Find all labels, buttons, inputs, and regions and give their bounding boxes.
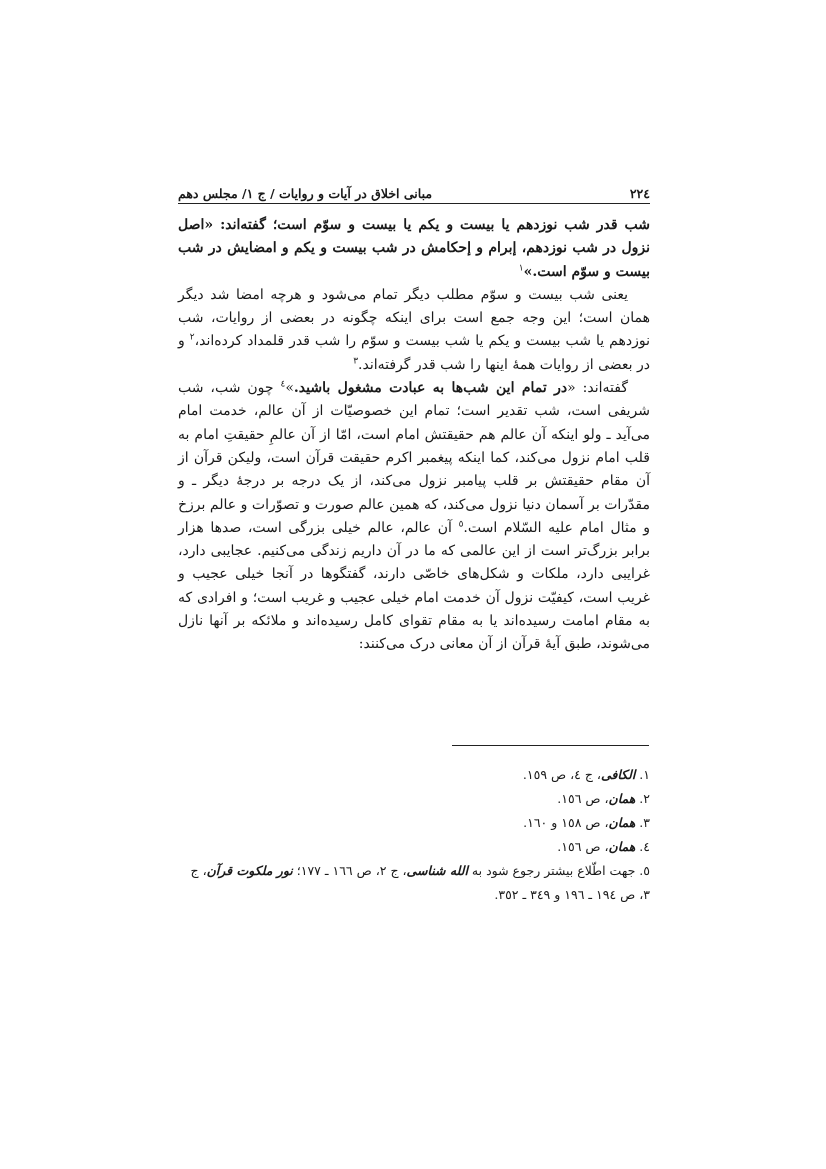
footnote-number: ٢. (635, 791, 650, 806)
footnote-text: ، ص ١٥٦. (557, 791, 609, 806)
paragraph-text: آن عالم، عالم خیلی بزرگی است، صدها هزار برابر بزرگ‌تر است از این عالمی که ما در آن داریم زندگی می‌کنیم. عجایبی دارد، غرایبی دارد، ملکات و شکل‌های خاصّی دارند، گفتگوها در آنجا خیلی عجیب و غریب است، کیفیّت نزول آن خدمت امام خیلی عجیب و غریب است؛ و افرادی که به مقام امامت رسیده‌اند یا به مقام تقوای کامل رسیده‌اند و ملائکه بر آنها نازل می‌شوند، طبق آیهٔ قرآن از آن معانی درک می‌کنند: (178, 519, 651, 653)
paragraph-text: و در بعضی از روایات همهٔ اینها را شب قدر گرفته‌اند. (178, 333, 650, 373)
footnote-item (178, 811, 650, 835)
paragraph-text: » (285, 380, 294, 397)
footnote-source: همان (608, 791, 636, 806)
paragraph-1 (178, 214, 650, 284)
footnote-text: ، ص ١٥٦. (557, 839, 609, 854)
footnote-ref[interactable]: ٤ (280, 379, 286, 390)
footnote-ref[interactable]: ٥ (458, 519, 464, 530)
paragraph-text: چون شب، شب شریفی است، شب تقدیر است؛ تمام این خصوصیّات از آن عالم، خدمت امام می‌آید ـ ولو اینکه آن عالم هم حقیقتش امام است، امّا از آن عالمِ حقیقتِ امام به قلب امام نزول می‌کند، کما اینکه پیغمبر اکرم حقیقت قرآن است، ولیکن قرآن از آن مقام حقیقتش بر قلب پیامبر نزول می‌کند، از یک درجه بر درجهٔ دیگر ـ و مقدّرات بر آسمان دنیا نزول می‌کند، که همین عالم صورت و تصوّرات و عالم برزخ و مثال امام علیه السّلام است. (178, 380, 651, 536)
footnote-text: ، ج ٣، ص ١٩٤ ـ ١٩٦ و ٣٤٩ ـ ٣٥٢. (190, 863, 650, 902)
main-text (178, 214, 650, 657)
footnote-item (178, 787, 650, 811)
footnote-text: ، ج ٢، ص ١٦٦ ـ ١٧٧؛ (292, 863, 407, 878)
footnote-number: ٤. (635, 839, 650, 854)
footnote-source: الکافی (600, 767, 636, 782)
footnote-ref[interactable]: ٢ (189, 332, 195, 343)
footnote-rule (452, 745, 649, 746)
footnote-ref[interactable]: ١ (518, 262, 524, 273)
footnote-item (178, 763, 650, 787)
footnotes (178, 763, 650, 907)
paragraph-text: گفته‌اند: « (567, 380, 628, 397)
footnote-text: ، ص ١٥٨ و ١٦٠. (523, 815, 609, 830)
paragraph-3 (178, 377, 650, 657)
footnote-text: ، ج ٤، ص ١٥٩. (522, 767, 601, 782)
footnote-source: همان (608, 839, 636, 854)
footnote-item (178, 859, 650, 907)
footnote-number: ١. (635, 767, 650, 782)
footnote-source: نور ملکوت قرآن (206, 863, 293, 878)
footnote-item (178, 835, 650, 859)
page-number: ٢٢٤ (629, 186, 650, 201)
running-header (178, 175, 650, 201)
quote-text: شب قدر شب نوزدهم یا بیست و یکم یا بیست و سوّم است؛ گفته‌اند: «اصل نزول در شب نوزدهم، إبرام و إحکامش در شب بیست و یکم و امضایش در شب بیست و سوّم است.» (178, 217, 650, 280)
footnote-source: الله شناسی (406, 863, 468, 878)
footnote-source: همان (608, 815, 636, 830)
paragraph-text: یعنی شب بیست و سوّم مطلب دیگر تمام می‌شود و هرچه امضا شد دیگر همان است؛ این وجه جمع است برای اینکه چگونه در بعضی از روایات، شب نوزدهم یا شب بیست و یکم یا شب بیست و سوّم را شب قدر قلمداد کرده‌اند، (178, 286, 650, 350)
header-rule (178, 203, 650, 204)
footnote-number: ٣. (635, 815, 650, 830)
paragraph-2 (178, 284, 650, 377)
running-title: مبانی اخلاق در آیات و روایات / ج ١/ مجلس دهم (178, 186, 433, 201)
footnote-number: ٥. (635, 863, 650, 878)
footnote-text: جهت اطّلاع بیشتر رجوع شود به (467, 863, 636, 878)
quote-text: در تمام این شب‌ها به عبادت مشغول باشید. (293, 380, 568, 397)
footnote-ref[interactable]: ٣ (353, 356, 359, 367)
